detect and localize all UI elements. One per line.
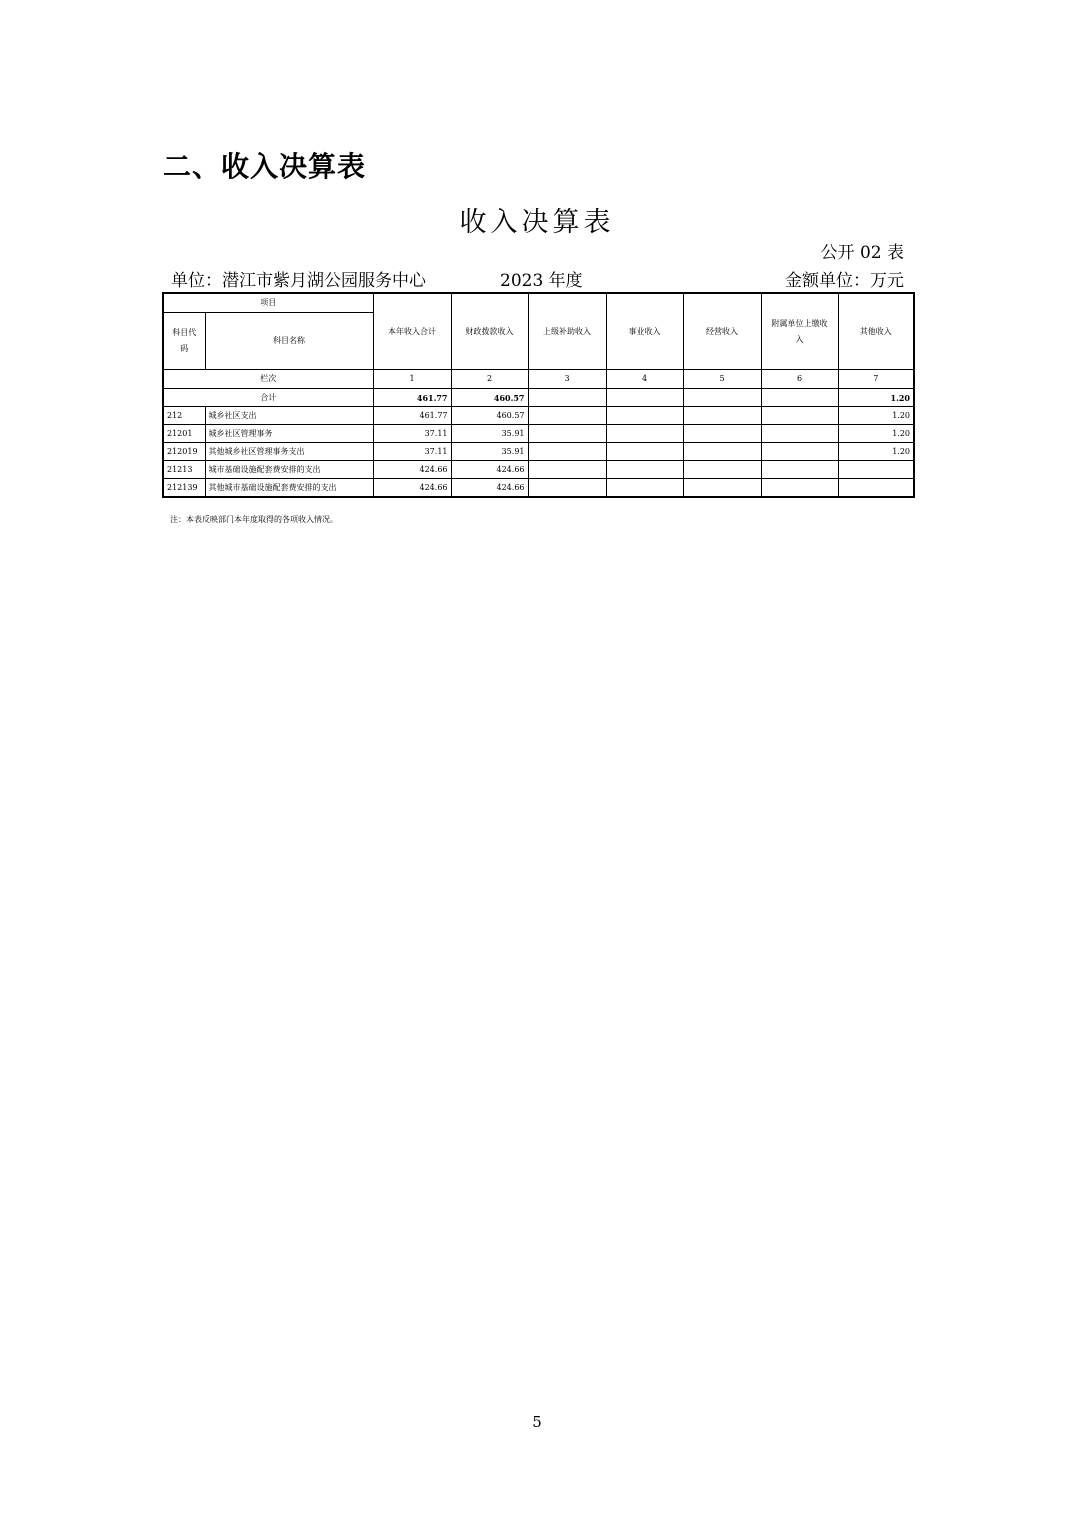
row-cell [606, 443, 683, 461]
total-label: 合计 [163, 389, 373, 407]
row-cell [683, 479, 761, 498]
page-number: 5 [532, 1413, 542, 1431]
col-index: 7 [838, 370, 914, 389]
header-col-7: 其他收入 [838, 293, 914, 370]
row-cell [683, 425, 761, 443]
row-cell: 424.66 [373, 479, 451, 498]
row-cell [761, 479, 838, 498]
total-cell [761, 389, 838, 407]
total-cell [683, 389, 761, 407]
row-cell [606, 407, 683, 425]
row-cell [761, 461, 838, 479]
table-row [163, 479, 914, 498]
row-code: 21213 [163, 461, 205, 479]
row-cell: 37.11 [373, 425, 451, 443]
table-row [163, 461, 914, 479]
row-code: 21201 [163, 425, 205, 443]
header-col-5: 经营收入 [683, 293, 761, 370]
form-number: 公开 02 表 [820, 243, 904, 263]
row-cell [528, 407, 606, 425]
col-index: 2 [451, 370, 528, 389]
header-project: 项目 [163, 293, 373, 313]
col-index: 4 [606, 370, 683, 389]
row-cell [683, 407, 761, 425]
row-cell [683, 461, 761, 479]
table-note: 注：本表反映部门本年度取得的各项收入情况。 [170, 515, 338, 524]
col-index-label: 栏次 [163, 370, 373, 389]
row-name: 城乡社区管理事务 [205, 425, 373, 443]
income-table [162, 292, 915, 498]
row-cell [528, 443, 606, 461]
header-col-6: 附属单位上缴收入 [761, 293, 838, 370]
total-cell: 460.57 [451, 389, 528, 407]
table-title: 收入决算表 [459, 207, 615, 238]
header-code: 科目代码 [163, 313, 205, 370]
header-col-2: 财政拨款收入 [451, 293, 528, 370]
row-cell [528, 461, 606, 479]
row-cell [606, 479, 683, 498]
row-name: 城市基础设施配套费安排的支出 [205, 461, 373, 479]
row-cell [761, 425, 838, 443]
row-cell [606, 425, 683, 443]
col-index: 6 [761, 370, 838, 389]
row-name: 城乡社区支出 [205, 407, 373, 425]
row-cell: 35.91 [451, 425, 528, 443]
row-cell [683, 443, 761, 461]
row-cell: 37.11 [373, 443, 451, 461]
table-row [163, 425, 914, 443]
row-cell [838, 479, 914, 498]
row-cell [528, 425, 606, 443]
section-title: 二、收入决算表 [163, 150, 367, 183]
row-cell: 35.91 [451, 443, 528, 461]
row-code: 212019 [163, 443, 205, 461]
row-cell: 1.20 [838, 443, 914, 461]
row-cell: 424.66 [451, 461, 528, 479]
col-index: 1 [373, 370, 451, 389]
row-cell [761, 443, 838, 461]
total-row [163, 389, 914, 407]
table-row [163, 407, 914, 425]
row-code: 212 [163, 407, 205, 425]
row-code: 212139 [163, 479, 205, 498]
year-label: 2023 年度 [500, 271, 583, 291]
col-index: 5 [683, 370, 761, 389]
row-cell: 424.66 [451, 479, 528, 498]
table-row [163, 443, 914, 461]
row-cell: 460.57 [451, 407, 528, 425]
total-cell [606, 389, 683, 407]
row-cell: 461.77 [373, 407, 451, 425]
unit-line [171, 266, 904, 290]
header-col-3: 上级补助收入 [528, 293, 606, 370]
total-cell: 1.20 [838, 389, 914, 407]
row-cell [606, 461, 683, 479]
row-cell [761, 407, 838, 425]
row-name: 其他城乡社区管理事务支出 [205, 443, 373, 461]
header-name: 科目名称 [205, 313, 373, 370]
header-col-1: 本年收入合计 [373, 293, 451, 370]
row-cell [528, 479, 606, 498]
row-cell [838, 461, 914, 479]
row-cell: 1.20 [838, 425, 914, 443]
header-col-4: 事业收入 [606, 293, 683, 370]
money-unit-label: 金额单位：万元 [785, 271, 904, 291]
unit-label: 单位：潜江市紫月湖公园服务中心 [171, 271, 426, 291]
row-cell: 1.20 [838, 407, 914, 425]
total-cell: 461.77 [373, 389, 451, 407]
total-cell [528, 389, 606, 407]
row-name: 其他城市基础设施配套费安排的支出 [205, 479, 373, 498]
col-index: 3 [528, 370, 606, 389]
row-cell: 424.66 [373, 461, 451, 479]
